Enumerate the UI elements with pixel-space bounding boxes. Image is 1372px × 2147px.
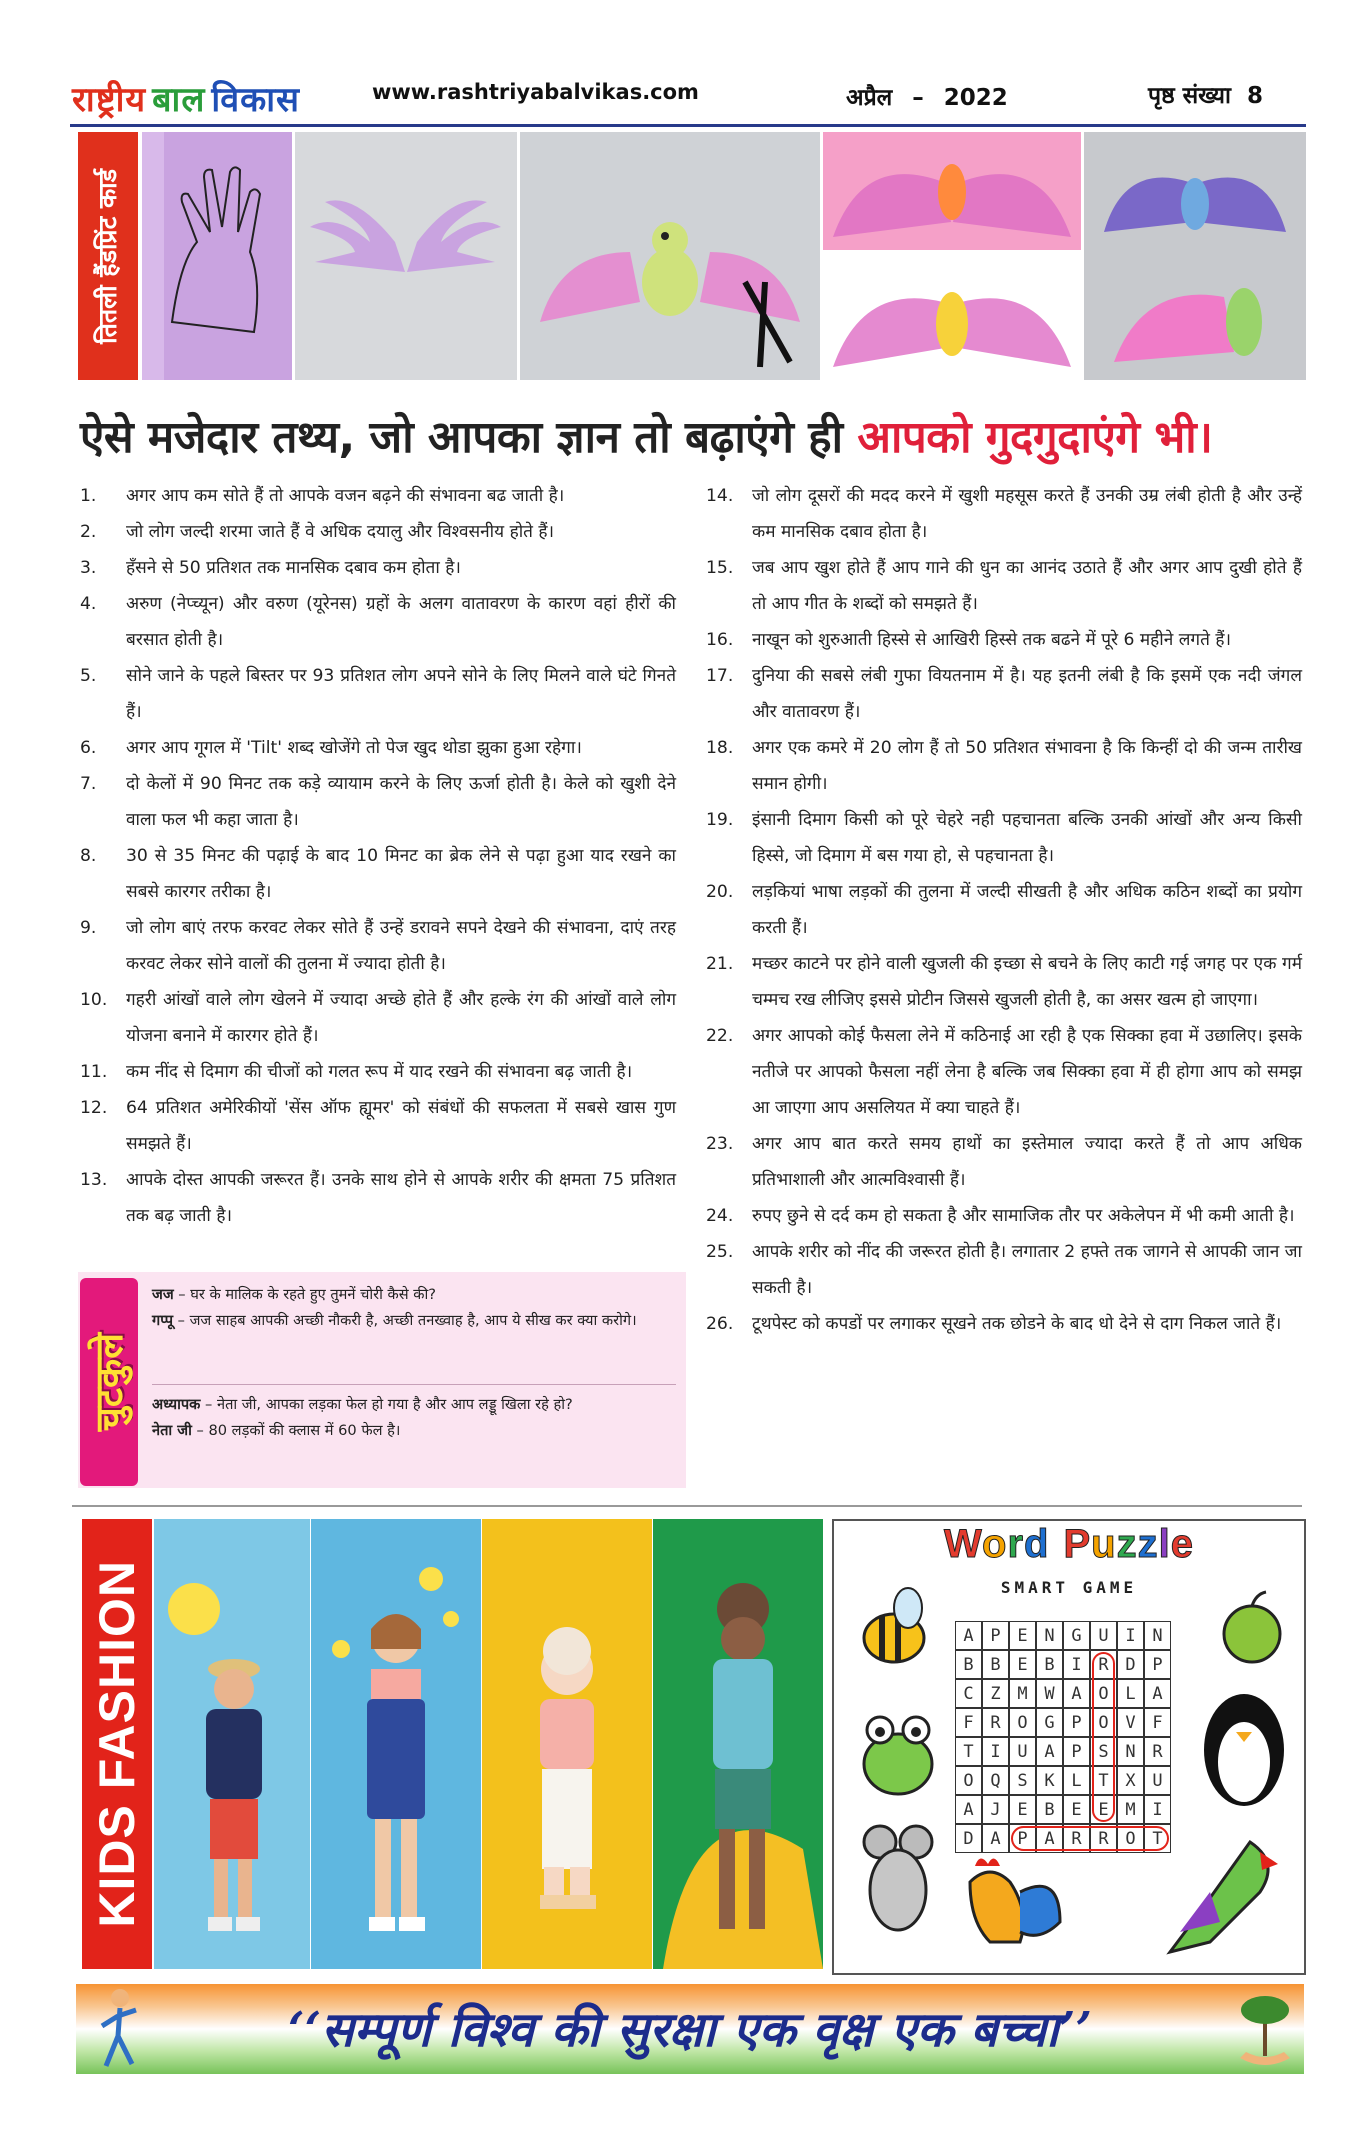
fact-number: 2. bbox=[80, 522, 97, 542]
puzzle-cell[interactable]: T bbox=[1090, 1766, 1117, 1795]
frog-icon bbox=[850, 1704, 946, 1800]
title-letter: P bbox=[1063, 1522, 1092, 1566]
title-letter: d bbox=[1024, 1522, 1050, 1566]
fact-text: 30 से 35 मिनट की पढ़ाई के बाद 10 मिनट का ब्रेक लेने से पढ़ा हुआ याद रखने का सबसे कारगर तरीका है। bbox=[126, 846, 676, 902]
fact-text: अगर आप कम सोते हैं तो आपके वजन बढ़ने की संभावना बढ जाती है। bbox=[126, 486, 565, 506]
fact-text: अरुण (नेप्च्यून) और वरुण (यूरेनस) ग्रहों के अलग वातावरण के कारण वहां हीरों की बरसात होती है। bbox=[126, 594, 676, 650]
fact-number: 17. bbox=[706, 666, 734, 686]
title-letter: z bbox=[1137, 1522, 1159, 1566]
fact-text: मच्छर काटने पर होने वाली खुजली की इच्छा से बचने के लिए काटी गई जगह पर एक गर्म चम्मच रख लीजिए इससे प्रोटीन जिससे खुजली होती है, का असर खत्म हो जाएगा। bbox=[752, 954, 1302, 1010]
fact-item bbox=[706, 946, 1302, 1018]
fact-number: 26. bbox=[706, 1314, 734, 1334]
fact-text: अगर आप बात करते समय हाथों का इस्तेमाल ज्यादा करते हैं तो आप अधिक प्रतिभाशाली और आत्मविश्वासी हैं। bbox=[752, 1134, 1302, 1190]
fact-text: सोने जाने के पहले बिस्तर पर 93 प्रतिशत लोग अपने सोने के लिए मिलने वाले घंटे गिनते हैं। bbox=[126, 666, 676, 722]
fact-number: 18. bbox=[706, 738, 734, 758]
fact-number: 14. bbox=[706, 486, 734, 506]
fact-text: जो लोग दूसरों की मदद करने में खुशी महसूस करते हैं उनकी उम्र लंबी होती है और उन्हें कम मानसिक दबाव होता है। bbox=[752, 486, 1302, 542]
puzzle-cell[interactable]: U bbox=[1144, 1766, 1171, 1795]
issue-year: 2022 bbox=[943, 85, 1008, 111]
fact-number: 20. bbox=[706, 882, 734, 902]
fact-text: गहरी आंखों वाले लोग खेलने में ज्यादा अच्छे होते हैं और हल्के रंग की आंखों वाले लोग योजना बनाने में कारगर होते हैं। bbox=[126, 990, 676, 1046]
fashion-photo-4 bbox=[653, 1519, 823, 1969]
fact-text: जो लोग जल्दी शरमा जाते हैं वे अधिक दयालु और विश्वसनीय होते हैं। bbox=[126, 522, 555, 542]
fact-item bbox=[706, 478, 1302, 550]
date-dash: – bbox=[912, 85, 924, 111]
fact-number: 16. bbox=[706, 630, 734, 650]
fact-item bbox=[706, 874, 1302, 946]
fact-item bbox=[706, 1126, 1302, 1198]
rooster-icon bbox=[950, 1842, 1070, 1962]
facts-column-right bbox=[706, 478, 1302, 1342]
fact-text: दुनिया की सबसे लंबी गुफा वियतनाम में है। यह इतनी लंबी है कि इसमें एक नदी जंगल और वातावरण हैं। bbox=[752, 666, 1302, 722]
headline-red-part: आपको गुदगुदाएंगे भी। bbox=[857, 412, 1213, 463]
fact-item bbox=[80, 766, 676, 838]
fact-item bbox=[80, 838, 676, 910]
parrot-icon bbox=[1150, 1822, 1290, 1962]
puzzle-cell[interactable]: A bbox=[1144, 1679, 1171, 1708]
fact-item bbox=[706, 730, 1302, 802]
puzzle-cell[interactable]: B bbox=[982, 1650, 1009, 1679]
fact-number: 3. bbox=[80, 558, 97, 578]
fashion-photo-3 bbox=[482, 1519, 652, 1969]
fact-item bbox=[80, 1054, 676, 1090]
puzzle-cell[interactable]: O bbox=[1090, 1679, 1117, 1708]
fact-number: 21. bbox=[706, 954, 734, 974]
page-number bbox=[1148, 78, 1263, 110]
joke-1-speaker-1: जज bbox=[152, 1286, 174, 1303]
puzzle-cell[interactable]: W bbox=[1036, 1679, 1063, 1708]
puzzle-cell[interactable]: B bbox=[1036, 1650, 1063, 1679]
puzzle-cell[interactable]: G bbox=[1063, 1621, 1090, 1650]
slogan-text: ‘‘सम्पूर्ण विश्व की सुरक्षा एक वृक्ष एक बच्चा’’ bbox=[287, 2002, 1093, 2058]
fact-item bbox=[80, 1162, 676, 1234]
puzzle-cell[interactable]: I bbox=[982, 1737, 1009, 1766]
title-letter: u bbox=[1091, 1522, 1117, 1566]
joke-2-speaker-2: नेता जी bbox=[152, 1422, 192, 1439]
fact-item bbox=[80, 586, 676, 658]
puzzle-cell[interactable]: P bbox=[1009, 1824, 1036, 1853]
fact-text: अगर आप गूगल में 'Tilt' शब्द खोजेंगे तो पेज खुद थोडा झुका हुआ रहेगा। bbox=[126, 738, 582, 758]
fact-item bbox=[706, 1234, 1302, 1306]
title-letter: l bbox=[1158, 1522, 1171, 1566]
puzzle-cell[interactable]: Z bbox=[982, 1679, 1009, 1708]
fact-text: रुपए छुने से दर्द कम हो सकता है और सामाजिक तौर पर अकेलेपन में भी कमी आती है। bbox=[752, 1206, 1295, 1226]
puzzle-cell[interactable]: E bbox=[1090, 1795, 1117, 1824]
puzzle-cell[interactable]: S bbox=[1009, 1766, 1036, 1795]
fact-number: 11. bbox=[80, 1062, 108, 1082]
title-letter: r bbox=[1007, 1522, 1025, 1566]
puzzle-cell[interactable]: J bbox=[982, 1795, 1009, 1824]
fact-item bbox=[706, 550, 1302, 622]
fact-number: 10. bbox=[80, 990, 108, 1010]
puzzle-cell[interactable]: A bbox=[982, 1824, 1009, 1853]
puzzle-cell[interactable]: O bbox=[1117, 1824, 1144, 1853]
fact-text: आपके शरीर को नींद की जरूरत होती है। लगातार 2 हफ्ते तक जागने से आपकी जान जा सकती है। bbox=[752, 1242, 1302, 1298]
puzzle-cell[interactable]: R bbox=[982, 1708, 1009, 1737]
issue-month: अप्रैल bbox=[846, 85, 893, 111]
puzzle-cell[interactable]: X bbox=[1117, 1766, 1144, 1795]
title-letter: e bbox=[1170, 1522, 1194, 1566]
article-headline bbox=[80, 405, 1320, 465]
puzzle-cell[interactable]: B bbox=[1036, 1795, 1063, 1824]
puzzle-cell[interactable]: S bbox=[1090, 1737, 1117, 1766]
fact-item bbox=[706, 1018, 1302, 1126]
puzzle-cell[interactable]: A bbox=[1063, 1679, 1090, 1708]
puzzle-cell[interactable]: R bbox=[1063, 1824, 1090, 1853]
fact-number: 7. bbox=[80, 774, 97, 794]
joke-2 bbox=[152, 1392, 680, 1444]
joke-1-line-1: – घर के मालिक के रहते हुए तुमनें चोरी कैसे की? bbox=[173, 1286, 437, 1303]
fact-text: नाखून को शुरुआती हिस्से से आखिरी हिस्से तक बढने में पूरे 6 महीने लगते हैं। bbox=[752, 630, 1231, 650]
puzzle-cell[interactable]: V bbox=[1117, 1708, 1144, 1737]
puzzle-cell[interactable]: A bbox=[1036, 1737, 1063, 1766]
fact-item bbox=[706, 658, 1302, 730]
puzzle-cell[interactable]: I bbox=[1063, 1650, 1090, 1679]
fact-number: 24. bbox=[706, 1206, 734, 1226]
fact-number: 25. bbox=[706, 1242, 734, 1262]
fact-number: 4. bbox=[80, 594, 97, 614]
headline-black-part: ऐसे मजेदार तथ्य, जो आपका ज्ञान तो बढ़ाएंगे ही bbox=[80, 412, 843, 463]
jokes-label-text: चुटकुले bbox=[87, 1332, 131, 1432]
fashion-photo-1 bbox=[154, 1519, 310, 1969]
puzzle-cell[interactable]: I bbox=[1117, 1621, 1144, 1650]
kids-fashion-label bbox=[82, 1519, 152, 1969]
fact-text: हँसने से 50 प्रतिशत तक मानसिक दबाव कम होता है। bbox=[126, 558, 461, 578]
fact-number: 1. bbox=[80, 486, 97, 506]
craft-section-label bbox=[78, 132, 138, 380]
masthead-word-2: बाल bbox=[152, 80, 206, 120]
puzzle-cell[interactable]: M bbox=[1117, 1795, 1144, 1824]
masthead-word-3: विकास bbox=[211, 80, 301, 120]
puzzle-cell[interactable]: U bbox=[1090, 1621, 1117, 1650]
title-letter: z bbox=[1116, 1522, 1138, 1566]
fact-number: 8. bbox=[80, 846, 97, 866]
fact-text: जो लोग बाएं तरफ करवट लेकर सोते हैं उन्हें डरावने सपने देखने की संभावना, दाएं तरह करवट लेकर सोने वालों की तुलना में ज्यादा होती है। bbox=[126, 918, 676, 974]
facts-column-left bbox=[80, 478, 676, 1234]
fact-item bbox=[706, 1306, 1302, 1342]
puzzle-cell[interactable]: T bbox=[955, 1737, 982, 1766]
puzzle-cell[interactable]: E bbox=[1009, 1621, 1036, 1650]
puzzle-cell[interactable]: O bbox=[1009, 1708, 1036, 1737]
puzzle-cell[interactable]: C bbox=[955, 1679, 982, 1708]
fact-item bbox=[80, 730, 676, 766]
craft-photo-4 bbox=[823, 132, 1081, 380]
craft-label-text: तितली हैंडप्रिंट कार्ड bbox=[93, 168, 122, 344]
penguin-icon bbox=[1190, 1680, 1298, 1810]
puzzle-cell[interactable]: M bbox=[1009, 1679, 1036, 1708]
joke-1 bbox=[152, 1282, 680, 1334]
fact-item bbox=[80, 514, 676, 550]
puzzle-cell[interactable]: T bbox=[1144, 1824, 1171, 1853]
page-number-value: 8 bbox=[1246, 83, 1263, 109]
craft-photo-3 bbox=[520, 132, 820, 380]
word-puzzle-title bbox=[832, 1522, 1306, 1567]
fact-number: 13. bbox=[80, 1170, 108, 1190]
puzzle-cell[interactable]: N bbox=[1036, 1621, 1063, 1650]
issue-date bbox=[846, 80, 1008, 112]
apple-icon bbox=[1210, 1586, 1294, 1670]
puzzle-cell[interactable]: B bbox=[955, 1650, 982, 1679]
puzzle-cell[interactable]: R bbox=[1090, 1650, 1117, 1679]
puzzle-cell[interactable]: P bbox=[1063, 1708, 1090, 1737]
puzzle-cell[interactable]: N bbox=[1117, 1737, 1144, 1766]
puzzle-cell[interactable]: A bbox=[955, 1795, 982, 1824]
fact-text: आपके दोस्त आपकी जरूरत हैं। उनके साथ होने से आपके शरीर की क्षमता 75 प्रतिशत तक बढ़ जाती है। bbox=[126, 1170, 676, 1226]
title-letter: o bbox=[982, 1522, 1008, 1566]
fact-item bbox=[706, 802, 1302, 874]
fact-number: 9. bbox=[80, 918, 97, 938]
puzzle-cell[interactable]: A bbox=[1036, 1824, 1063, 1853]
title-letter: W bbox=[944, 1522, 983, 1566]
fact-text: अगर आपको कोई फैसला लेने में कठिनाई आ रही है एक सिक्का हवा में उछालिए। इसके नतीजे पर आपको फैसला नहीं लेना है बल्कि जब सिक्का हवा में ही होगा आप को समझ आ जाएगा आप असलियत में क्या चाहते हैं। bbox=[752, 1026, 1302, 1118]
fact-number: 6. bbox=[80, 738, 97, 758]
tree-in-hands-icon bbox=[1232, 1986, 1298, 2072]
section-divider bbox=[72, 1505, 1302, 1507]
puzzle-cell[interactable]: G bbox=[1036, 1708, 1063, 1737]
puzzle-cell[interactable]: O bbox=[1090, 1708, 1117, 1737]
puzzle-cell[interactable]: P bbox=[1144, 1650, 1171, 1679]
puzzle-cell[interactable]: I bbox=[1144, 1795, 1171, 1824]
bee-icon bbox=[846, 1586, 946, 1686]
fact-text: लड़कियां भाषा लड़कों की तुलना में जल्दी सीखती है और अधिक कठिन शब्दों का प्रयोग करती हैं। bbox=[752, 882, 1302, 938]
fact-text: टूथपेस्ट को कपडों पर लगाकर सूखने तक छोडने के बाद धो देने से दाग निकल जाते हैं। bbox=[752, 1314, 1282, 1334]
puzzle-cell[interactable]: F bbox=[1144, 1708, 1171, 1737]
joke-2-line-2: – 80 लड़कों की क्लास में 60 फेल है। bbox=[191, 1422, 401, 1439]
fact-text: जब आप खुश होते हैं आप गाने की धुन का आनंद उठाते हैं और अगर आप दुखी होते हैं तो आप गीत के शब्दों को समझते हैं। bbox=[752, 558, 1302, 614]
puzzle-cell[interactable]: E bbox=[1009, 1650, 1036, 1679]
puzzle-cell[interactable]: U bbox=[1009, 1737, 1036, 1766]
puzzle-cell[interactable]: E bbox=[1009, 1795, 1036, 1824]
website-link[interactable]: www.rashtriyabalvikas.com bbox=[372, 80, 699, 104]
joke-1-line-2: – जज साहब आपकी अच्छी नौकरी है, अच्छी तनख्वाह है, आप ये सीख कर क्या करोगे। bbox=[173, 1312, 637, 1329]
puzzle-cell[interactable]: D bbox=[955, 1824, 982, 1853]
puzzle-cell[interactable]: R bbox=[1144, 1737, 1171, 1766]
word-puzzle-subtitle: SMART GAME bbox=[1000, 1578, 1138, 1597]
answer-highlight-column bbox=[1092, 1652, 1115, 1822]
puzzle-cell[interactable]: P bbox=[1063, 1737, 1090, 1766]
craft-photo-2 bbox=[295, 132, 517, 380]
page-label: पृष्ठ संख्या bbox=[1148, 83, 1231, 109]
puzzle-cell[interactable]: K bbox=[1036, 1766, 1063, 1795]
fact-item bbox=[706, 1198, 1302, 1234]
puzzle-cell[interactable]: L bbox=[1063, 1766, 1090, 1795]
puzzle-cell[interactable]: O bbox=[955, 1766, 982, 1795]
puzzle-cell[interactable]: E bbox=[1063, 1795, 1090, 1824]
puzzle-cell[interactable]: A bbox=[955, 1621, 982, 1650]
fact-text: 64 प्रतिशत अमेरिकीयों 'सेंस ऑफ ह्यूमर' को संबंधों की सफलता में सबसे खास गुण समझते हैं। bbox=[126, 1098, 676, 1154]
puzzle-cell[interactable]: L bbox=[1117, 1679, 1144, 1708]
puzzle-cell[interactable]: D bbox=[1117, 1650, 1144, 1679]
fact-text: अगर एक कमरे में 20 लोग हैं तो 50 प्रतिशत संभावना है कि किन्हीं दो की जन्म तारीख समान होगी। bbox=[752, 738, 1302, 794]
fact-item bbox=[80, 550, 676, 586]
puzzle-cell[interactable]: N bbox=[1144, 1621, 1171, 1650]
jokes-divider bbox=[152, 1384, 676, 1385]
jokes-label bbox=[80, 1278, 138, 1486]
puzzle-cell[interactable]: R bbox=[1090, 1824, 1117, 1853]
fact-item bbox=[80, 478, 676, 514]
fact-item bbox=[80, 910, 676, 982]
mouse-icon bbox=[850, 1820, 946, 1940]
joke-2-speaker-1: अध्यापक bbox=[152, 1396, 201, 1413]
fact-text: कम नींद से दिमाग की चीजों को गलत रूप में याद रखने की संभावना बढ़ जाती है। bbox=[126, 1062, 633, 1082]
puzzle-cell[interactable]: F bbox=[955, 1708, 982, 1737]
joke-1-speaker-2: गप्पू bbox=[152, 1312, 174, 1329]
fact-number: 23. bbox=[706, 1134, 734, 1154]
fact-number: 22. bbox=[706, 1026, 734, 1046]
masthead-logo bbox=[72, 74, 362, 122]
fact-text: इंसानी दिमाग किसी को पूरे चेहरे नही पहचानता बल्कि उनकी आंखों और अन्य किसी हिस्से, जो दिमाग में बस गया हो, से पहचानता है। bbox=[752, 810, 1302, 866]
header-rule bbox=[70, 124, 1306, 127]
fact-number: 5. bbox=[80, 666, 97, 686]
fashion-photo-2 bbox=[311, 1519, 481, 1969]
fact-item bbox=[80, 982, 676, 1054]
masthead-word-1: राष्ट्रीय bbox=[72, 80, 147, 120]
fact-item bbox=[706, 622, 1302, 658]
fact-number: 12. bbox=[80, 1098, 108, 1118]
fact-item bbox=[80, 658, 676, 730]
kids-fashion-text: KIDS FASHION bbox=[89, 1560, 145, 1928]
puzzle-cell[interactable]: Q bbox=[982, 1766, 1009, 1795]
craft-photo-1 bbox=[142, 132, 292, 380]
fact-item bbox=[80, 1090, 676, 1162]
fact-text: दो केलों में 90 मिनट तक कड़े व्यायाम करने के लिए ऊर्जा होती है। केले को खुशी देने वाला फल भी कहा जाता है। bbox=[126, 774, 676, 830]
fact-number: 15. bbox=[706, 558, 734, 578]
puzzle-cell[interactable]: P bbox=[982, 1621, 1009, 1650]
craft-photo-5 bbox=[1084, 132, 1306, 380]
joke-2-line-1: – नेता जी, आपका लड़का फेल हो गया है और आप लड्डू खिला रहे हो? bbox=[200, 1396, 573, 1413]
fact-number: 19. bbox=[706, 810, 734, 830]
child-running-icon bbox=[88, 1986, 148, 2072]
